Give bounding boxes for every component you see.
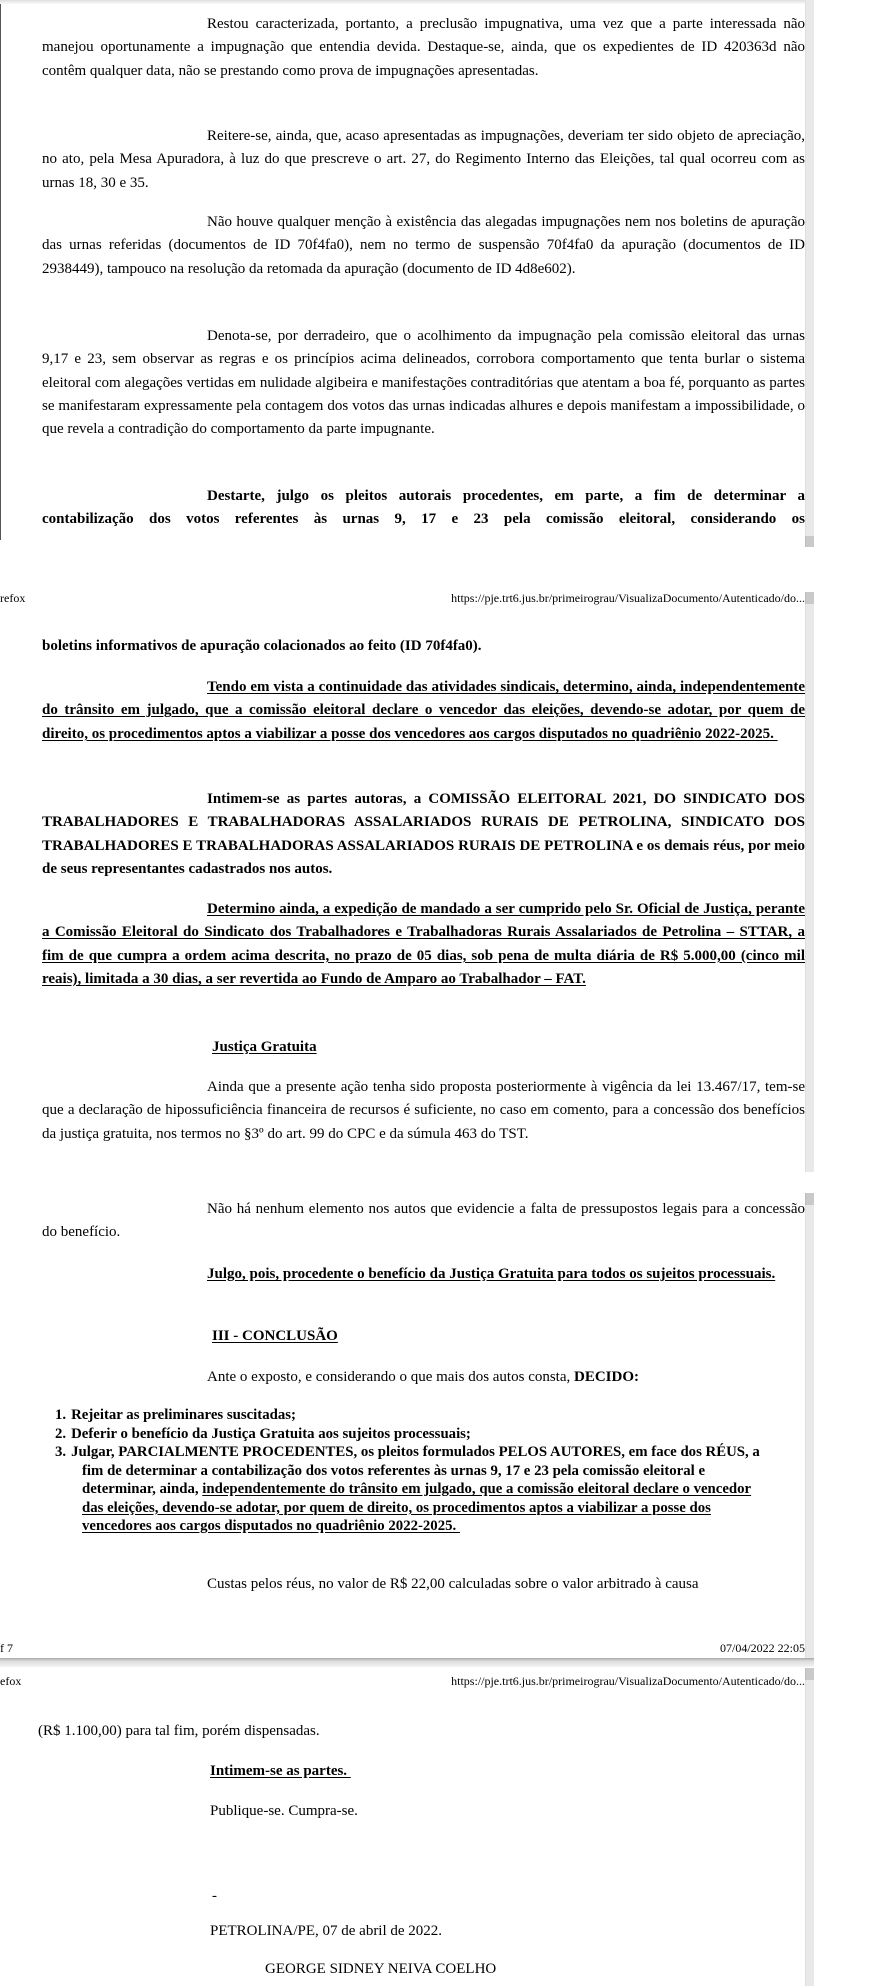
- item-number: 2.: [55, 1425, 67, 1442]
- scrollbar-segment-4[interactable]: [805, 1668, 814, 1986]
- paragraph-intimem-se-partes: Intimem-se as partes.: [210, 1763, 351, 1779]
- heading-justica-gratuita: Justiça Gratuita: [212, 1039, 317, 1055]
- paragraph-julgo-procedente-gratuita: Julgo, pois, procedente o benefício da Justiça Gratuita para todos os sujeitos processuais.: [207, 1266, 776, 1282]
- print-timestamp: 07/04/2022 22:05: [719, 1641, 805, 1655]
- decision-item-1: [55, 1406, 767, 1425]
- print-header-page2: [0, 591, 805, 605]
- paragraph-destarte-julgo: Destarte, julgo os pleitos autorais procedentes, em parte, a fim de determinar a contabilização dos votos referentes às urnas 9, 17 e 23 pela comissão eleitoral, considerando os: [42, 488, 805, 528]
- scrollbar-cap-4: [805, 1668, 814, 1680]
- paragraph-denota-se: Denota-se, por derradeiro, que o acolhimento da impugnação pela comissão eleitoral das urnas 9,17 e 23, sem observar as regras e os princípios acima delineados, corrobora comportamento que tenta burlar o sistema eleitoral com alegações vertidas em nulidade algibeira e manifestações contraditórias que atentam a boa fé, porquanto as partes se manifestaram expressamente pela contagem dos votos das urnas indicadas alhures e depois manifestam a impossibilidade, o que revela a contradição do comportamento da parte impugnante.: [42, 328, 806, 438]
- signature-judge-name: GEORGE SIDNEY NEIVA COELHO: [265, 1961, 497, 1977]
- ante-text: Ante o exposto, e considerando o que mais dos autos consta,: [207, 1369, 575, 1385]
- paragraph-custas-continuacao: (R$ 1.100,00) para tal fim, porém dispensadas.: [38, 1723, 320, 1739]
- scrollbar-segment-3[interactable]: [805, 1193, 814, 1658]
- document-url: https://pje.trt6.jus.br/primeirograu/VisualizaDocumento/Autenticado/do...: [451, 591, 805, 605]
- paragraph-ante-o-exposto: [42, 1366, 805, 1389]
- decision-list: [55, 1406, 767, 1536]
- paragraph-ainda-que: Ainda que a presente ação tenha sido proposta posteriormente à vigência da lei 13.467/17, tem-se que a declaração de hipossuficiência financeira de recursos é suficiente, no caso em comento, para a concessão dos benefícios da justiça gratuita, nos termos no §3º do art. 99 do CPC e da súmula 463 do TST.: [42, 1079, 805, 1142]
- paragraph-reitere-se: Reitere-se, ainda, que, acaso apresentadas as impugnações, deveriam ter sido objeto de apreciação, no ato, pela Mesa Apuradora, à luz do que prescreve o art. 27, do Regimento Interno das Eleições, tal qual ocorreu com as urnas 18, 30 e 35.: [42, 128, 805, 191]
- page-break-divider: [0, 1658, 814, 1667]
- item-text: Deferir o benefício da Justiça Gratuita aos sujeitos processuais;: [71, 1425, 471, 1442]
- paragraph-local-e-data: PETROLINA/PE, 07 de abril de 2022.: [210, 1923, 443, 1939]
- item-number: 1.: [55, 1407, 67, 1423]
- item-text-underlined: independentemente do trânsito em julgado, que a comissão eleitoral declare o vencedor das eleições, devendo-se adotar, por quem de direito, os procedimentos aptos a viabilizar a posse dos vencedores aos cargos disputados no quadriênio 2022-2025.: [82, 1481, 752, 1534]
- paragraph-boletins: boletins informativos de apuração colacionados ao feito (ID 70f4fa0).: [42, 638, 482, 654]
- paragraph-tendo-em-vista: Tendo em vista a continuidade das atividades sindicais, determino, ainda, independentemente do trânsito em julgado, que a comissão eleitoral declare o vencedor das eleições, devendo-se adotar, por quem de direito, os procedimentos aptos a viabilizar a posse dos vencedores aos cargos disputados no quadriênio 2022-2025.: [42, 679, 805, 742]
- browser-name-truncated: refox: [0, 591, 26, 605]
- print-header-page3: [0, 1674, 805, 1688]
- decision-item-2: [55, 1425, 767, 1444]
- paragraph-determino-mandado: Determino ainda, a expedição de mandado a ser cumprido pelo Sr. Oficial de Justiça, perante a Comissão Eleitoral do Sindicato dos Trabalhadores e Trabalhadoras Rurais Assalariados de Petrolina – STTAR, a fim de que cumpra a ordem acima descrita, no prazo de 05 dias, sob pena de multa diária de R$ 5.000,00 (cinco mil reais), limitada a 30 dias, a ser revertida ao Fundo de Amparo ao Trabalhador – FAT.: [42, 901, 805, 987]
- item-number: 3.: [55, 1444, 67, 1460]
- paragraph-nao-ha-elemento: Não há nenhum elemento nos autos que evidencie a falta de pressupostos legais para a concessão do benefício.: [42, 1201, 805, 1241]
- page-count-truncated: f 7: [0, 1641, 13, 1655]
- item-text: Rejeitar as preliminares suscitadas;: [71, 1407, 296, 1423]
- paragraph-custas: Custas pelos réus, no valor de R$ 22,00 calculadas sobre o valor arbitrado à causa: [207, 1576, 699, 1592]
- item-text: Julgar, PARCIALMENTE PROCEDENTES, os pleitos formulados PELOS AUTORES, em face dos RÉUS, a fim de determinar a contabilização dos votos referentes às urnas 9, 17 e 23 pela comissão eleitoral e determinar, ainda,: [71, 1444, 760, 1497]
- paragraph-preclusao: Restou caracterizada, portanto, a preclusão impugnativa, uma vez que a parte interessada não manejou oportunamente a impugnação que entendia devida. Destaque-se, ainda, que os expedientes de ID 420363d não contêm qualquer data, não se prestando como prova de impugnações apresentadas.: [42, 16, 805, 79]
- browser-name-truncated: efox: [0, 1674, 22, 1688]
- scrollbar-segment-2[interactable]: [805, 592, 814, 1172]
- paragraph-publique-se: Publique-se. Cumpra-se.: [210, 1803, 358, 1819]
- paragraph-dash: -: [212, 1888, 217, 1904]
- page1-left-edge: [0, 4, 1, 540]
- paragraph-intimem-partes-autoras: Intimem-se as partes autoras, a COMISSÃO ELEITORAL 2021, DO SINDICATO DOS TRABALHADORES E TRABALHADORAS ASSALARIADOS RURAIS DE PETROLINA, SINDICATO DOS TRABALHADORES E TRABALHADORAS ASSALARIADOS RURAIS DE PETROLINA e os demais réus, por meio de seus representantes cadastrados nos autos.: [42, 791, 805, 877]
- decision-item-3: [55, 1443, 767, 1536]
- print-footer-page2: [0, 1641, 805, 1655]
- scrollbar-segment-1[interactable]: [805, 0, 814, 547]
- scrollbar-cap-1: [805, 536, 814, 547]
- document-url: https://pje.trt6.jus.br/primeirograu/VisualizaDocumento/Autenticado/do...: [451, 1674, 805, 1688]
- scrollbar-cap-3: [805, 1193, 814, 1205]
- heading-conclusao: III - CONCLUSÃO: [212, 1328, 338, 1344]
- decido-label: DECIDO:: [574, 1369, 640, 1385]
- scrollbar-cap-2: [805, 592, 814, 604]
- page-top-edge: [0, 0, 814, 4]
- paragraph-nao-houve-mencao: Não houve qualquer menção à existência das alegadas impugnações nem nos boletins de apuração das urnas referidas (documentos de ID 70f4fa0), nem no termo de suspensão 70f4fa0 da apuração (documentos de ID 2938449), tampouco na resolução da retomada da apuração (documento de ID 4d8e602).: [42, 214, 805, 277]
